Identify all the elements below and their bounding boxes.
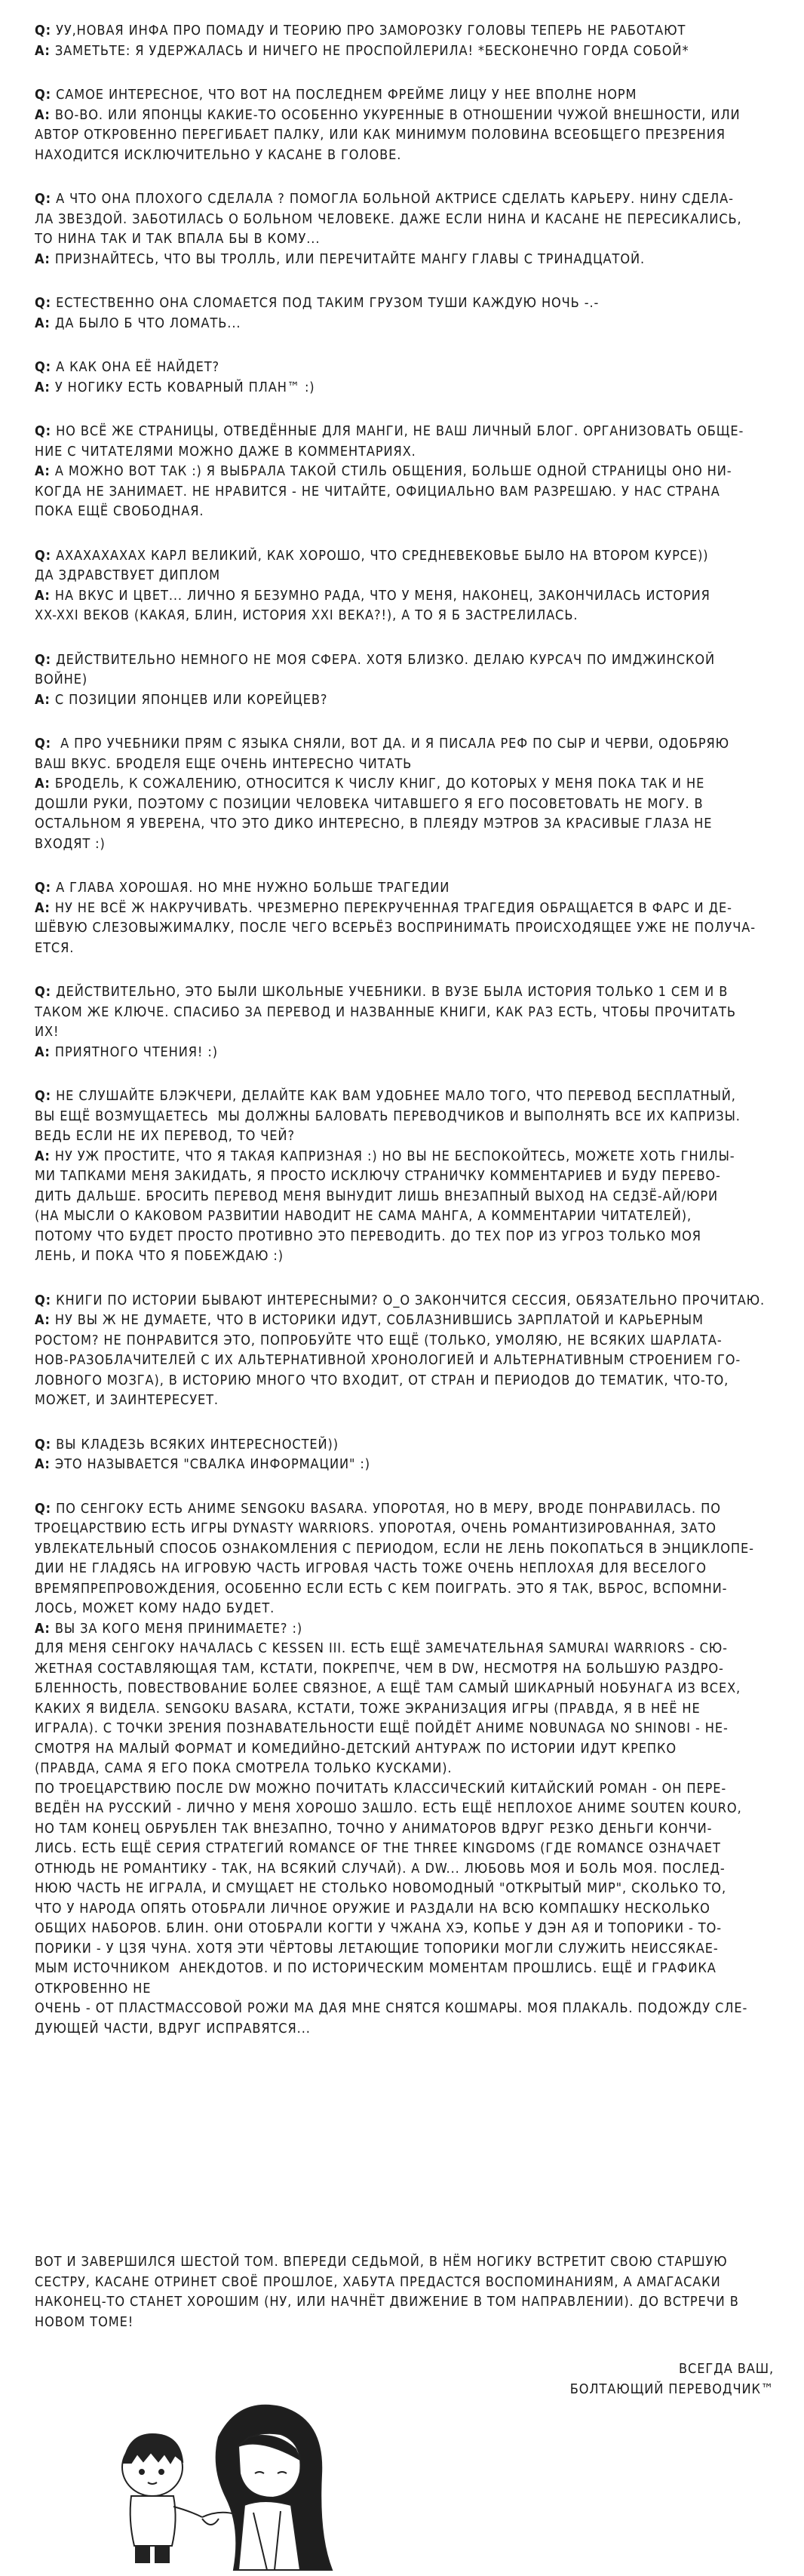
text-line: [35, 1999, 781, 2019]
line-text: УВЛЕКАТЕЛЬНЫЙ СПОСОБ ОЗНАКОМЛЕНИЯ С ПЕРИОДОМ, ЕСЛИ НЕ ЛЕНЬ ПОКОПАТЬСЯ В ЭНЦИКЛОПЕ-: [35, 1540, 754, 1557]
text-line: [35, 442, 781, 463]
line-text: У НОГИКУ ЕСТЬ КОВАРНЫЙ ПЛАН™ :): [54, 379, 315, 395]
text-line: [35, 566, 781, 586]
answer-label: А:: [35, 1148, 51, 1164]
line-text: А КАК ОНА ЕЁ НАЙДЕТ?: [56, 359, 219, 375]
text-line: [35, 1167, 781, 1187]
qa-block: [35, 650, 781, 711]
line-text: ЛОСЬ, МОЖЕТ КОМУ НАДО БУДЕТ.: [35, 1600, 275, 1616]
line-text: НЮЮ ЧАСТЬ НЕ ИГРАЛА, И СМУЩАЕТ НЕ СТОЛЬКО НОВОМОДНЫЙ "ОТКРЫТЫЙ МИР", СКОЛЬКО ТО,: [35, 1880, 726, 1896]
answer-label: А:: [35, 251, 51, 267]
question-line: [35, 878, 781, 899]
line-text: НО ТАМ КОНЕЦ ОБРУБЛЕН ТАК ВНЕЗАПНО, ТОЧНО У АНИМАТОРОВ ВДРУГ РЕЗКО ДЕНЬГИ КОНЧИ-: [35, 1820, 713, 1837]
answer-line: [35, 1043, 781, 1063]
text-line: [35, 1759, 781, 1779]
question-line: [35, 358, 781, 378]
question-label: Q:: [35, 1292, 52, 1308]
text-line: [35, 1719, 781, 1739]
answer-label: А:: [35, 1456, 51, 1472]
answer-line: [35, 250, 781, 270]
text-line: [35, 939, 781, 959]
text-line: [35, 1022, 781, 1043]
line-text: УУ,НОВАЯ ИНФА ПРО ПОМАДУ И ТЕОРИЮ ПРО ЗАМОРОЗКУ ГОЛОВЫ ТЕПЕРЬ НЕ РАБОТАЮТ: [56, 23, 686, 38]
line-text: ДЛЯ МЕНЯ СЕНГОКУ НАЧАЛАСЬ С KESSEN III. ЕСТЬ ЕЩЁ ЗАМЕЧАТЕЛЬНАЯ SAMURAI WARRIORS - СЮ-: [35, 1640, 728, 1656]
question-line: [35, 422, 781, 442]
text-line: [35, 1699, 781, 1720]
text-line: [35, 1331, 781, 1351]
line-text: САМОЕ ИНТЕРЕСНОЕ, ЧТО ВОТ НА ПОСЛЕДНЕМ ФРЕЙМЕ ЛИЦУ У НЕЕ ВПОЛНЕ НОРМ: [56, 87, 637, 103]
line-text: ДЕЙСТВИТЕЛЬНО НЕМНОГО НЕ МОЯ СФЕРА. ХОТЯ БЛИЗКО. ДЕЛАЮ КУРСАЧ ПО ИМДЖИНСКОЙ: [56, 651, 715, 668]
text-line: [35, 918, 781, 939]
line-text: ВЫ ЗА КОГО МЕНЯ ПРИНИМАЕТЕ? :): [54, 1620, 303, 1637]
line-text: А ЧТО ОНА ПЛОХОГО СДЕЛАЛА ? ПОМОГЛА БОЛЬНОЙ АКТРИСЕ СДЕЛАТЬ КАРЬЕРУ. НИНУ СДЕЛА-: [56, 191, 734, 207]
text-line: [35, 1739, 781, 1760]
text-line: [35, 1899, 781, 1920]
question-label: Q:: [35, 547, 52, 564]
answer-label: А:: [35, 776, 51, 792]
line-text: РОСТОМ? НЕ ПОНРАВИТСЯ ЭТО, ПОПРОБУЙТЕ ЧТО ЕЩЁ (ТОЛЬКО, УМОЛЯЮ, НЕ ВСЯКИХ ШАРЛАТА-: [35, 1332, 723, 1348]
answer-line: [35, 774, 781, 795]
line-text: А МОЖНО ВОТ ТАК :) Я ВЫБРАЛА ТАКОЙ СТИЛЬ ОБЩЕНИЯ, БОЛЬШЕ ОДНОЙ СТРАНИЦЫ ОНО НИ-: [54, 463, 732, 479]
text-line: [35, 146, 781, 166]
line-text: ЕСТЕСТВЕННО ОНА СЛОМАЕТСЯ ПОД ТАКИМ ГРУЗОМ ТУШИ КАЖДУЮ НОЧЬ -.-: [56, 295, 600, 311]
answer-line: [35, 690, 781, 711]
text-line: [35, 1659, 781, 1680]
signature: [570, 2359, 774, 2399]
line-text: ЭТО НАЗЫВАЕТСЯ "СВАЛКА ИНФОРМАЦИИ" :): [54, 1456, 370, 1472]
question-label: Q:: [35, 87, 52, 103]
answer-line: [35, 314, 781, 334]
line-text: ВОЙНЕ): [35, 672, 88, 687]
line-text: ОТНЮДЬ НЕ РОМАНТИКУ - ТАК, НА ВСЯКИЙ СЛУЧАЙ). А DW... ЛЮБОВЬ МОЯ И БОЛЬ МОЯ. ПОСЛЕД-: [35, 1860, 726, 1877]
question-label: Q:: [35, 295, 52, 311]
line-text: ДИТЬ ДАЛЬШЕ. БРОСИТЬ ПЕРЕВОД МЕНЯ ВЫНУДИТ ЛИШЬ ВНЕЗАПНЫЙ ВЫХОД НА СЕДЗЁ-АЙ/ЮРИ: [35, 1188, 719, 1204]
text-line: [35, 1559, 781, 1579]
line-text: ВО-ВО. ИЛИ ЯПОНЦЫ КАКИЕ-ТО ОСОБЕННО УКУРЕННЫЕ В ОТНОШЕНИИ ЧУЖОЙ ВНЕШНОСТИ, ИЛИ: [54, 106, 741, 123]
line-text: ДИИ НЕ ГЛАДЯСЬ НА ИГРОВУЮ ЧАСТЬ ИГРОВАЯ ЧАСТЬ ТОЖЕ ОЧЕНЬ НЕПЛОХАЯ ДЛЯ ВЕСЕЛОГО: [35, 1560, 707, 1576]
question-line: [35, 734, 781, 755]
line-text: ПОРИКИ - У ЦЗЯ ЧУНА. ХОТЯ ЭТИ ЧЁРТОВЫ ЛЕТАЮЩИЕ ТОПОРИКИ МОГЛИ СЛУЖИТЬ НЕИССЯКАЕ-: [35, 1940, 719, 1957]
line-text: ОСТАЛЬНОМ Я УВЕРЕНА, ЧТО ЭТО ДИКО ИНТЕРЕСНО, В ПЛЕЯДУ МЭТРОВ ЗА КРАСИВЫЕ ГЛАЗА НЕ: [35, 816, 713, 832]
qa-block: [35, 878, 781, 958]
text-line: [35, 125, 781, 146]
closing-line: СЕСТРУ, КАСАНЕ ОТРИНЕТ СВОЁ ПРОШЛОЕ, ХАБУТА ПРЕДАСТСЯ ВОСПОМИНАНИЯМ, А АМАГАСАКИ: [35, 2273, 721, 2290]
line-text: БРОДЕЛЬ, К СОЖАЛЕНИЮ, ОТНОСИТСЯ К ЧИСЛУ КНИГ, ДО КОТОРЫХ У МЕНЯ ПОКА ТАК И НЕ: [54, 776, 705, 792]
line-text: С ПОЗИЦИИ ЯПОНЦЕВ ИЛИ КОРЕЙЦЕВ?: [54, 691, 328, 708]
text-line: [35, 1371, 781, 1391]
answer-label: А:: [35, 379, 51, 395]
text-line: [35, 1207, 781, 1227]
qa-block: [35, 85, 781, 165]
text-line: [35, 1799, 781, 1819]
line-text: НУ НЕ ВСЁ Ж НАКРУЧИВАТЬ. ЧРЕЗМЕРНО ПЕРЕКРУЧЕННАЯ ТРАГЕДИЯ ОБРАЩАЕТСЯ В ФАРС И ДЕ-: [54, 899, 732, 916]
line-text: ДА БЫЛО Б ЧТО ЛОМАТЬ...: [54, 315, 241, 331]
text-line: [35, 795, 781, 815]
question-line: [35, 1291, 781, 1311]
line-text: ЕТСЯ.: [35, 939, 75, 956]
line-text: ВХОДЯТ :): [35, 835, 106, 852]
line-text: ЛЕНЬ, И ПОКА ЧТО Я ПОБЕЖДАЮ :): [35, 1248, 284, 1264]
qa-block: [35, 358, 781, 398]
qa-block: [35, 189, 781, 269]
line-text: ПО СЕНГОКУ ЕСТЬ АНИМЕ SENGOKU BASARA. УПОРОТАЯ, НО В МЕРУ, ВРОДЕ ПОНРАВИЛАСЬ. ПО: [56, 1500, 721, 1517]
line-text: (НА МЫСЛИ О КАКОВОМ РАЗВИТИИ НАВОДИТ НЕ САМА МАНГА, А КОММЕНТАРИИ ЧИТАТЕЛЕЙ),: [35, 1208, 692, 1224]
text-line: [35, 1187, 781, 1207]
line-text: НАХОДИТСЯ ИСКЛЮЧИТЕЛЬНО У КАСАНЕ В ГОЛОВЕ.: [35, 146, 402, 163]
question-label: Q:: [35, 23, 52, 38]
line-text: ПРИЯТНОГО ЧТЕНИЯ! :): [54, 1044, 218, 1060]
answer-line: [35, 899, 781, 919]
girl-figure: [202, 2405, 332, 2570]
text-line: [35, 482, 781, 503]
answer-label: А:: [35, 106, 51, 123]
closing-line: ВОТ И ЗАВЕРШИЛСЯ ШЕСТОЙ ТОМ. ВПЕРЕДИ СЕДЬМОЙ, В НЁМ НОГИКУ ВСТРЕТИТ СВОЮ СТАРШУЮ: [35, 2254, 728, 2270]
line-text: ТРОЕЦАРСТВИЮ ЕСТЬ ИГРЫ DYNASTY WARRIORS. УПОРОТАЯ, ОЧЕНЬ РОМАНТИЗИРОВАННАЯ, ЗАТО: [35, 1520, 717, 1536]
text-line: [35, 1351, 781, 1371]
closing-line: НАКОНЕЦ-ТО СТАНЕТ ХОРОШИМ (НУ, ИЛИ НАЧНЁТ ДВИЖЕНИЕ В ТОМ НАПРАВЛЕНИИ). ДО ВСТРЕЧИ В: [35, 2294, 739, 2310]
line-text: ОЧЕНЬ - ОТ ПЛАСТМАССОВОЙ РОЖИ МА ДАЯ МНЕ СНЯТСЯ КОШМАРЫ. МОЯ ПЛАКАЛЬ. ПОДОЖДУ СЛЕ-: [35, 2000, 748, 2016]
line-text: ВРЕМЯПРЕПРОВОЖДЕНИЯ, ОСОБЕННО ЕСЛИ ЕСТЬ С КЕМ ПОИГРАТЬ. ЭТО Я ТАК, ВБРОС, ВСПОМНИ-: [35, 1580, 728, 1597]
line-text: ЛОВНОГО МОЗГА), В ИСТОРИЮ МНОГО ЧТО ВХОДИТ, ОТ СТРАН И ПЕРИОДОВ ДО ТЕМАТИК, ЧТО-ТО,: [35, 1372, 729, 1388]
line-text: БЛЕННОСТЬ, ПОВЕСТВОВАНИЕ БОЛЕЕ СВЯЗНОЕ, А ЕЩЁ ТАМ САМЫЙ ШИКАРНЫЙ НОБУНАГА ИЗ ВСЕХ,: [35, 1680, 741, 1696]
line-text: ТО НИНА ТАК И ТАК ВПАЛА БЫ В КОМУ...: [35, 231, 321, 247]
question-label: Q:: [35, 1500, 52, 1517]
answer-label: А:: [35, 1312, 51, 1328]
qa-block: [35, 422, 781, 522]
line-text: НА ВКУС И ЦВЕТ... ЛИЧНО Я БЕЗУМНО РАДА, ЧТО У МЕНЯ, НАКОНЕЦ, ЗАКОНЧИЛАСЬ ИСТОРИЯ: [54, 587, 710, 604]
answer-line: [35, 1147, 781, 1167]
text-line: [35, 1859, 781, 1880]
question-label: Q:: [35, 736, 52, 752]
line-text: XX-XXI ВЕКОВ (КАКАЯ, БЛИН, ИСТОРИЯ XXI ВЕКА?!), А ТО Я Б ЗАСТРЕЛИЛАСЬ.: [35, 607, 578, 623]
text-line: [35, 210, 781, 230]
text-line: [35, 1939, 781, 1960]
closing-line: НОВОМ ТОМЕ!: [35, 2313, 134, 2330]
question-label: Q:: [35, 359, 52, 375]
text-line: [35, 229, 781, 250]
line-text: НУ УЖ ПРОСТИТЕ, ЧТО Я ТАКАЯ КАПРИЗНАЯ :) НО ВЫ НЕ БЕСПОКОЙТЕСЬ, МОЖЕТЕ ХОТЬ ГНИЛЫ-: [54, 1148, 735, 1164]
chibi-characters-illustration: [106, 2384, 362, 2573]
text-line: [35, 1779, 781, 1800]
text-line: [35, 1639, 781, 1659]
question-line: [35, 650, 781, 671]
question-line: [35, 294, 781, 314]
answer-line: [35, 378, 781, 398]
answer-label: А:: [35, 1620, 51, 1637]
question-line: [35, 1499, 781, 1520]
signature-line: ВСЕГДА ВАШ,: [679, 2361, 774, 2377]
signature-line: БОЛТАЮЩИЙ ПЕРЕВОДЧИК™: [569, 2381, 774, 2397]
question-line: [35, 21, 781, 41]
qa-block: [35, 1435, 781, 1475]
line-text: ЧТО У НАРОДА ОПЯТЬ ОТОБРАЛИ ЛИЧНОЕ ОРУЖИЕ И РАЗДАЛИ НА ВСЮ КОМПАШКУ НЕСКОЛЬКО: [35, 1900, 710, 1917]
question-label: Q:: [35, 880, 52, 896]
question-line: [35, 1435, 781, 1456]
text-line: [35, 1247, 781, 1267]
qa-block: [35, 21, 781, 61]
text-line: [35, 1679, 781, 1699]
line-text: ПО ТРОЕЦАРСТВИЮ ПОСЛЕ DW МОЖНО ПОЧИТАТЬ КЛАССИЧЕСКИЙ КИТАЙСКИЙ РОМАН - ОН ПЕРЕ-: [35, 1780, 727, 1797]
answer-line: [35, 41, 781, 62]
text-line: [35, 1003, 781, 1023]
line-text: ВЕДЬ ЕСЛИ НЕ ИХ ПЕРЕВОД, ТО ЧЕЙ?: [35, 1128, 295, 1144]
text-line: [35, 1107, 781, 1127]
answer-line: [35, 1455, 781, 1475]
question-label: Q:: [35, 1088, 52, 1104]
qa-block: [35, 1499, 781, 2040]
line-text: ДУЮЩЕЙ ЧАСТИ, ВДРУГ ИСПРАВЯТСЯ...: [35, 2020, 311, 2037]
line-text: МЫМ ИСТОЧНИКОМ АНЕКДОТОВ. И ПО ИСТОРИЧЕСКИМ МОМЕНТАМ ПРОШЛИСЬ. ЕЩЁ И ГРАФИКА ОТКРОВЕННО НЕ: [35, 1960, 721, 1997]
line-text: ЛИСЬ. ЕСТЬ ЕЩЁ СЕРИЯ СТРАТЕГИЙ ROMANCE OF THE THREE KINGDOMS (ГДЕ ROMANCE ОЗНАЧАЕТ: [35, 1840, 721, 1856]
line-text: ДЕЙСТВИТЕЛЬНО, ЭТО БЫЛИ ШКОЛЬНЫЕ УЧЕБНИКИ. В ВУЗЕ БЫЛА ИСТОРИЯ ТОЛЬКО 1 СЕМ И В: [56, 984, 729, 1000]
answer-line: [35, 1311, 781, 1331]
line-text: ЗАМЕТЬТЕ: Я УДЕРЖАЛАСЬ И НИЧЕГО НЕ ПРОСПОЙЛЕРИЛА! *БЕСКОНЕЧНО ГОРДА СОБОЙ*: [54, 42, 689, 59]
line-text: МИ ТАПКАМИ МЕНЯ ЗАКИДАТЬ, Я ПРОСТО ИСКЛЮЧУ СТРАНИЧКУ КОММЕНТАРИЕВ И БУДУ ПЕРЕВО-: [35, 1168, 721, 1184]
question-label: Q:: [35, 191, 52, 207]
line-text: НО ВСЁ ЖЕ СТРАНИЦЫ, ОТВЕДЁННЫЕ ДЛЯ МАНГИ, НЕ ВАШ ЛИЧНЫЙ БЛОГ. ОРГАНИЗОВАТЬ ОБЩЕ-: [56, 423, 744, 439]
text-line: [35, 1839, 781, 1859]
text-line: [35, 2019, 781, 2040]
question-line: [35, 982, 781, 1003]
question-label: Q:: [35, 423, 52, 439]
question-label: Q:: [35, 1436, 52, 1452]
answer-label: А:: [35, 315, 51, 331]
line-text: ЛА ЗВЕЗДОЙ. ЗАБОТИЛАСЬ О БОЛЬНОМ ЧЕЛОВЕКЕ. ДАЖЕ ЕСЛИ НИНА И КАСАНЕ НЕ ПЕРЕСИКАЛИСЬ,: [35, 211, 742, 227]
qa-list: [35, 21, 781, 2063]
answer-line: [35, 462, 781, 482]
line-text: ВАШ ВКУС. БРОДЕЛЯ ЕЩЕ ОЧЕНЬ ИНТЕРЕСНО ЧИТАТЬ: [35, 755, 413, 772]
line-text: ИГРАЛА). С ТОЧКИ ЗРЕНИЯ ПОЗНАВАТЕЛЬНОСТИ ЕЩЁ ПОЙДЁТ АНИМЕ NOBUNAGA NO SHINOBI - НЕ-: [35, 1720, 729, 1736]
line-text: КНИГИ ПО ИСТОРИИ БЫВАЮТ ИНТЕРЕСНЫМИ? О_О ЗАКОНЧИТСЯ СЕССИЯ, ОБЯЗАТЕЛЬНО ПРОЧИТАЮ.: [56, 1292, 766, 1308]
answer-line: [35, 1619, 781, 1640]
line-text: МОЖЕТ, И ЗАИНТЕРЕСУЕТ.: [35, 1392, 219, 1408]
line-text: ИХ!: [35, 1024, 60, 1040]
line-text: КАКИХ Я ВИДЕЛА. SENGOKU BASARA, КСТАТИ, ТОЖЕ ЭКРАНИЗАЦИЯ ИГРЫ (ПРАВДА, Я В НЕЁ НЕ: [35, 1700, 701, 1717]
qa-block: [35, 1291, 781, 1411]
question-line: [35, 546, 781, 567]
qa-block: [35, 734, 781, 854]
line-text: ВЫ ЕЩЁ ВОЗМУЩАЕТЕСЬ МЫ ДОЛЖНЫ БАЛОВАТЬ ПЕРЕВОДЧИКОВ И ВЫПОЛНЯТЬ ВСЕ ИХ КАПРИЗЫ.: [35, 1108, 741, 1124]
answer-label: А:: [35, 899, 51, 916]
question-line: [35, 1087, 781, 1107]
line-text: А ГЛАВА ХОРОШАЯ. НО МНЕ НУЖНО БОЛЬШЕ ТРАГЕДИИ: [56, 880, 450, 896]
answer-line: [35, 586, 781, 607]
question-label: Q:: [35, 651, 52, 668]
text-line: [35, 1579, 781, 1600]
text-line: [35, 835, 781, 855]
answer-line: [35, 106, 781, 126]
line-text: (ПРАВДА, САМА Я ЕГО ПОКА СМОТРЕЛА ТОЛЬКО КУСКАМИ).: [35, 1760, 453, 1776]
line-text: ОБЩИХ НАБОРОВ. БЛИН. ОНИ ОТОБРАЛИ КОГТИ У ЧЖАНА ХЭ, КОПЬЕ У ДЭН АЯ И ТОПОРИКИ - ТО-: [35, 1920, 722, 1936]
question-line: [35, 189, 781, 210]
text-line: [35, 1519, 781, 1539]
line-text: НОВ-РАЗОБЛАЧИТЕЛЕЙ С ИХ АЛЬТЕРНАТИВНОЙ ХРОНОЛОГИЕЙ И АЛЬТЕРНАТИВНЫМ СТРОЕНИЕМ ГО-: [35, 1352, 741, 1368]
line-text: ПОКА ЕЩЁ СВОБОДНАЯ.: [35, 503, 204, 519]
line-text: ТАКОМ ЖЕ КЛЮЧЕ. СПАСИБО ЗА ПЕРЕВОД И НАЗВАННЫЕ КНИГИ, КАК РАЗ ЕСТЬ, ЧТОБЫ ПРОЧИТАТЬ: [35, 1004, 736, 1020]
answer-label: А:: [35, 691, 51, 708]
line-text: ВЫ КЛАДЕЗЬ ВСЯКИХ ИНТЕРЕСНОСТЕЙ)): [56, 1436, 339, 1452]
line-text: ДА ЗДРАВСТВУЕТ ДИПЛОМ: [35, 567, 221, 583]
text-line: [35, 606, 781, 626]
text-line: [35, 1599, 781, 1619]
text-line: [35, 1539, 781, 1560]
text-line: [35, 670, 781, 690]
closing-paragraph: [35, 2252, 781, 2332]
line-text: ВЕДЁН НА РУССКИЙ - ЛИЧНО У МЕНЯ ХОРОШО ЗАШЛО. ЕСТЬ ЕЩЁ НЕПЛОХОЕ АНИМЕ SOUTEN KOURO,: [35, 1800, 742, 1816]
line-text: АХАХАХАХАХ КАРЛ ВЕЛИКИЙ, КАК ХОРОШО, ЧТО СРЕДНЕВЕКОВЬЕ БЫЛО НА ВТОРОМ КУРСЕ)): [56, 547, 709, 564]
answer-label: А:: [35, 463, 51, 479]
answer-label: А:: [35, 587, 51, 604]
qa-block: [35, 546, 781, 626]
text-line: [35, 1227, 781, 1247]
boy-figure: [122, 2434, 202, 2562]
text-line: [35, 1391, 781, 1411]
text-line: [35, 1127, 781, 1147]
line-text: НУ ВЫ Ж НЕ ДУМАЕТЕ, ЧТО В ИСТОРИКИ ИДУТ, СОБЛАЗНИВШИСЬ ЗАРПЛАТОЙ И КАРЬЕРНЫМ: [54, 1312, 704, 1328]
question-line: [35, 85, 781, 106]
answer-label: А:: [35, 42, 51, 59]
text-line: [35, 755, 781, 775]
text-line: [35, 1919, 781, 1939]
line-text: ДОШЛИ РУКИ, ПОЭТОМУ С ПОЗИЦИИ ЧЕЛОВЕКА ЧИТАВШЕГО Я ЕГО ПОСОВЕТОВАТЬ НЕ МОГУ. В: [35, 795, 704, 812]
line-text: АВТОР ОТКРОВЕННО ПЕРЕГИБАЕТ ПАЛКУ, ИЛИ КАК МИНИМУМ ПОЛОВИНА ВСЕОБЩЕГО ПРЕЗРЕНИЯ: [35, 127, 726, 143]
qa-block: [35, 982, 781, 1062]
qa-block: [35, 294, 781, 334]
line-text: КОГДА НЕ ЗАНИМАЕТ. НЕ НРАВИТСЯ - НЕ ЧИТАЙТЕ, ОФИЦИАЛЬНО ВАМ РАЗРЕШАЮ. У НАС СТРАНА: [35, 483, 720, 500]
qa-block: [35, 1087, 781, 1267]
answer-label: А:: [35, 1044, 51, 1060]
question-label: Q:: [35, 984, 52, 1000]
line-text: А ПРО УЧЕБНИКИ ПРЯМ С ЯЗЫКА СНЯЛИ, ВОТ ДА. И Я ПИСАЛА РЕФ ПО СЫР И ЧЕРВИ, ОДОБРЯЮ: [56, 736, 730, 752]
text-line: [35, 502, 781, 522]
text-line: [35, 1819, 781, 1840]
text-line: [35, 1879, 781, 1899]
text-line: [35, 1959, 781, 1999]
line-text: НЕ СЛУШАЙТЕ БЛЭКЧЕРИ, ДЕЛАЙТЕ КАК ВАМ УДОБНЕЕ МАЛО ТОГО, ЧТО ПЕРЕВОД БЕСПЛАТНЫЙ,: [56, 1088, 736, 1104]
line-text: ПРИЗНАЙТЕСЬ, ЧТО ВЫ ТРОЛЛЬ, ИЛИ ПЕРЕЧИТАЙТЕ МАНГУ ГЛАВЫ С ТРИНАДЦАТОЙ.: [54, 251, 646, 267]
line-text: НИЕ С ЧИТАТЕЛЯМИ МОЖНО ДАЖЕ В КОММЕНТАРИЯХ.: [35, 443, 416, 460]
line-text: СМОТРЯ НА МАЛЫЙ ФОРМАТ И КОМЕДИЙНО-ДЕТСКИЙ АНТУРАЖ ПО ИСТОРИИ ИДУТ КРЕПКО: [35, 1740, 677, 1757]
line-text: ШЁВУЮ СЛЕЗОВЫЖИМАЛКУ, ПОСЛЕ ЧЕГО ВСЕРЬЁЗ ВОСПРИНИМАТЬ ПРОИСХОДЯЩЕЕ УЖЕ НЕ ПОЛУЧА-: [35, 920, 756, 936]
line-text: ЖЕТНАЯ СОСТАВЛЯЮЩАЯ ТАМ, КСТАТИ, ПОКРЕПЧЕ, ЧЕМ В DW, НЕСМОТРЯ НА БОЛЬШУЮ РАЗДРО-: [35, 1660, 724, 1677]
line-text: ПОТОМУ ЧТО БУДЕТ ПРОСТО ПРОТИВНО ЭТО ПЕРЕВОДИТЬ. ДО ТЕХ ПОР ИЗ УГРОЗ ТОЛЬКО МОЯ: [35, 1228, 701, 1244]
text-line: [35, 814, 781, 835]
